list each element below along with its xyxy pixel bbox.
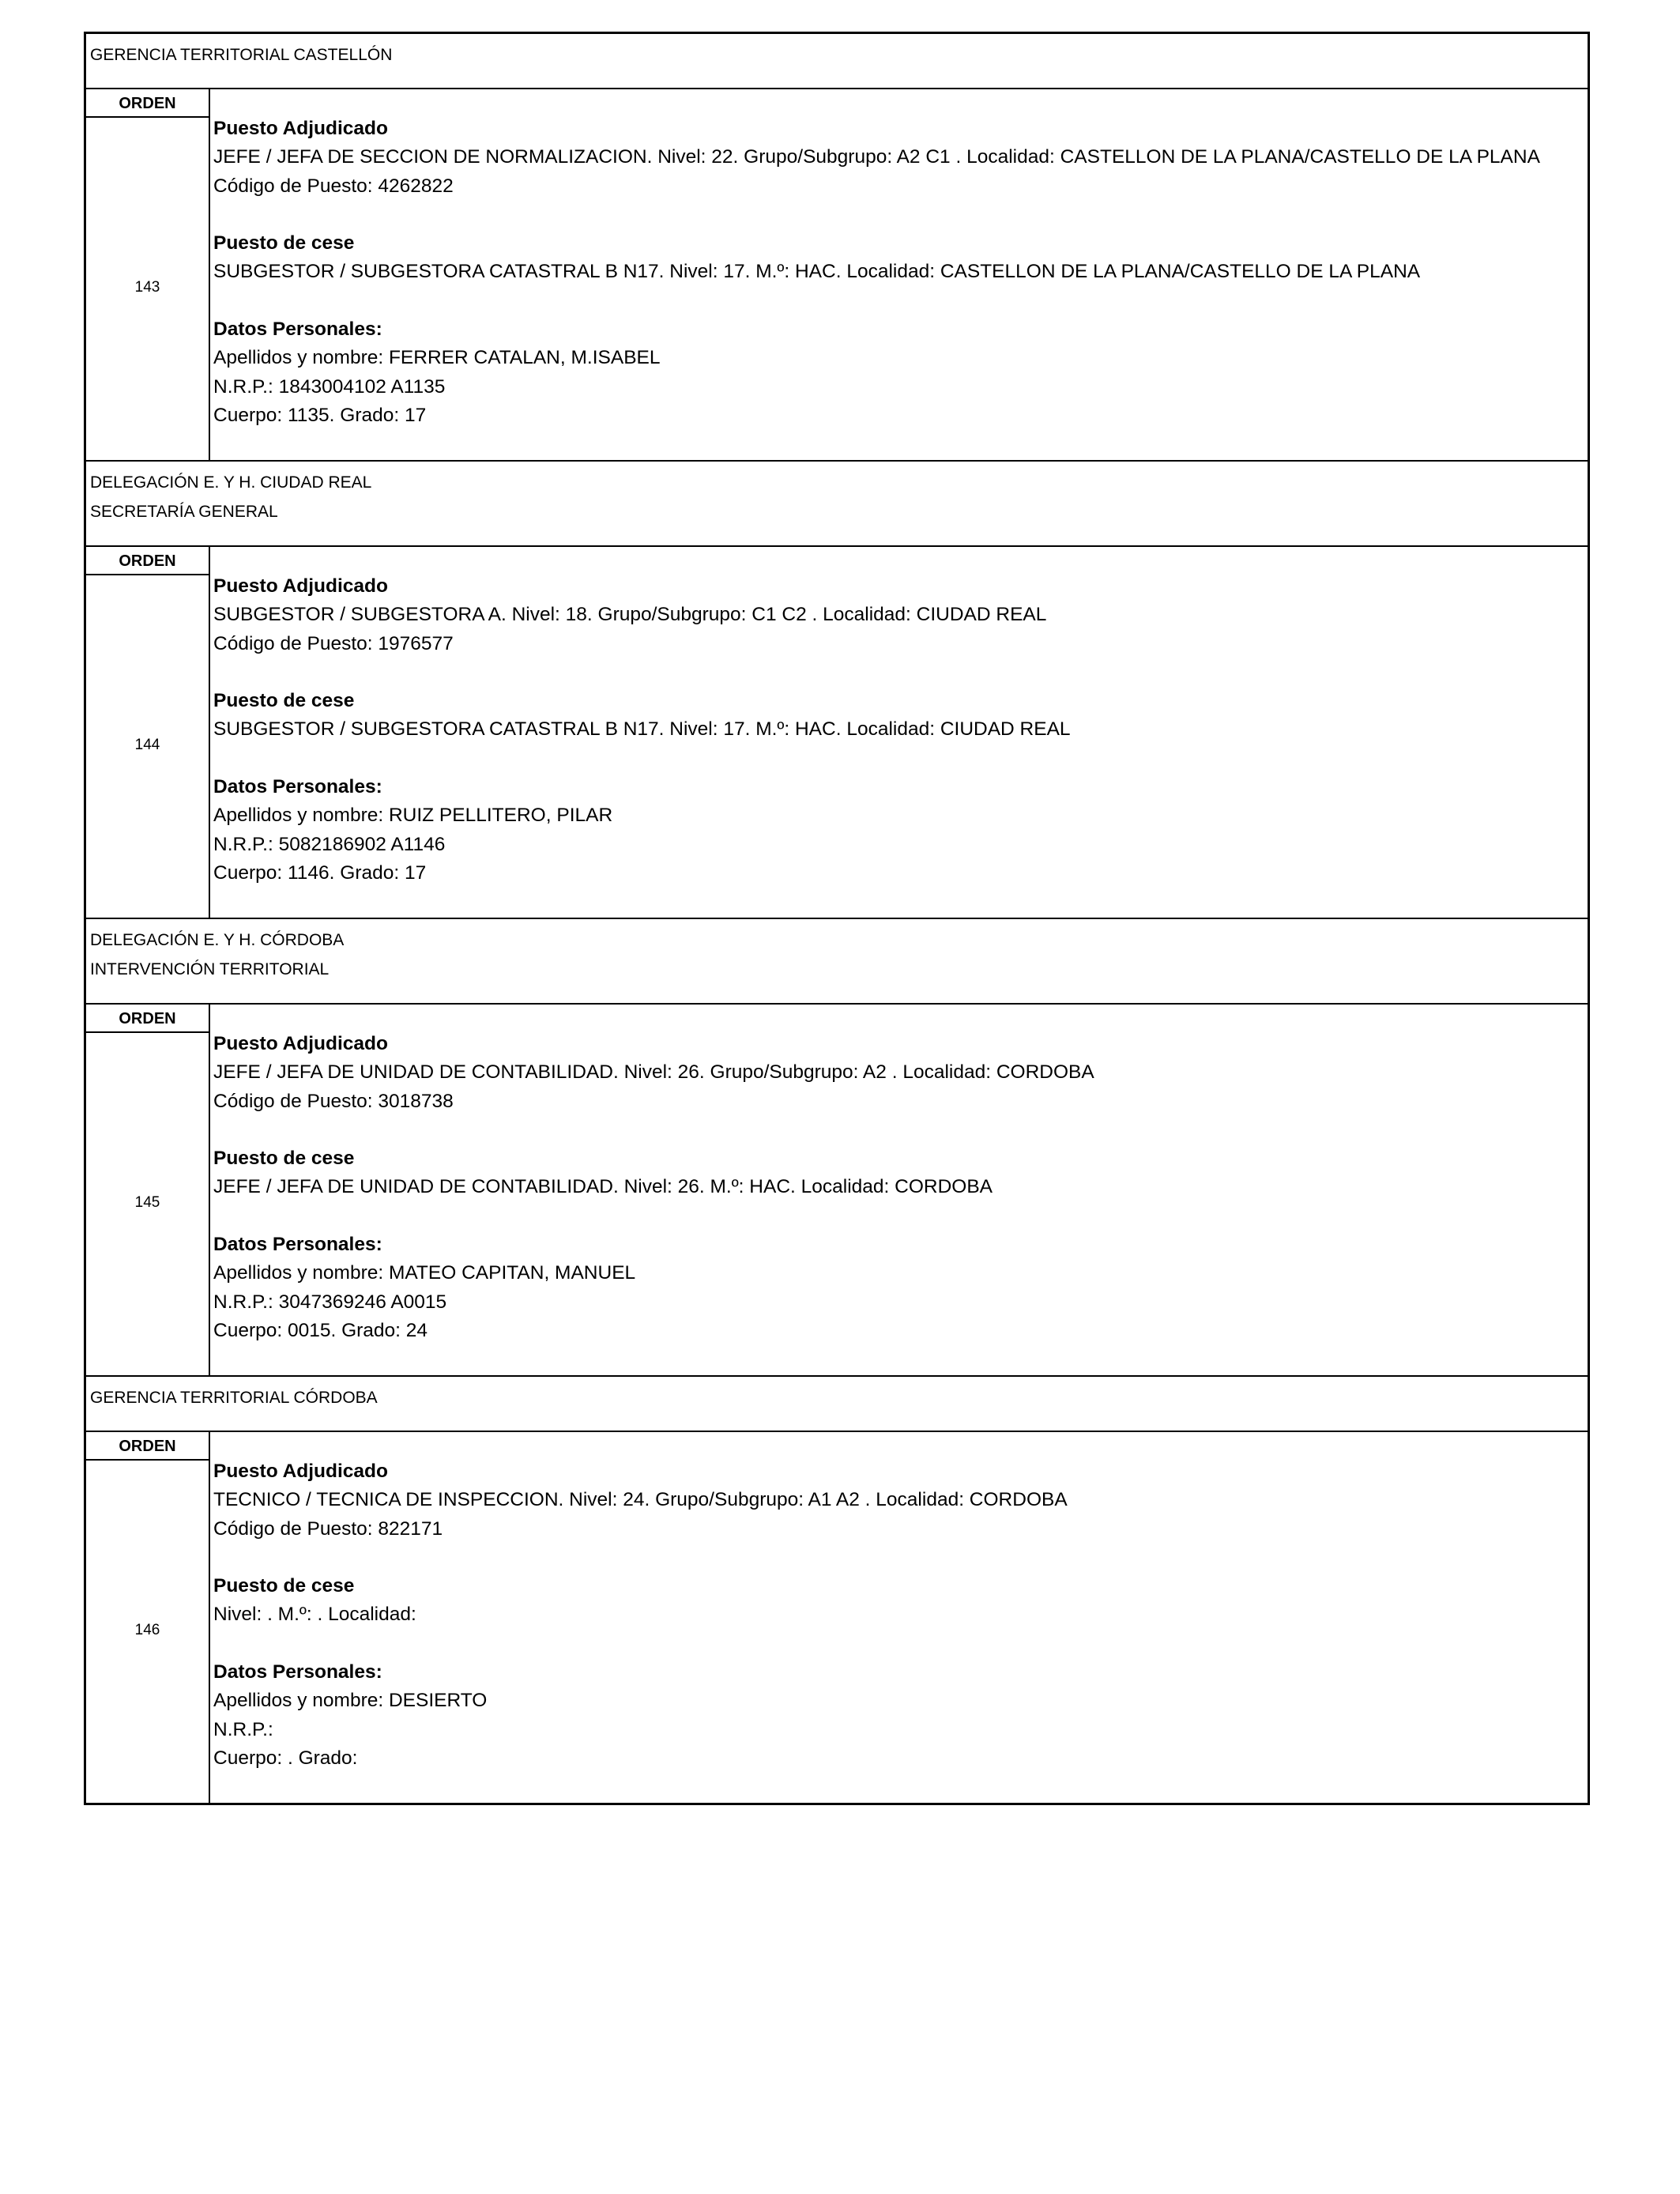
cese-description: Nivel: . M.º: . Localidad:	[213, 1604, 416, 1626]
section-header-line: GERENCIA TERRITORIAL CASTELLÓN	[90, 46, 393, 64]
orden-label: ORDEN	[86, 89, 209, 118]
codigo-puesto: Código de Puesto: 3018738	[213, 1090, 454, 1112]
apellidos-nombre: Apellidos y nombre: RUIZ PELLITERO, PILAR	[213, 805, 613, 827]
section-header	[86, 1377, 1588, 1432]
adjudicado-description: JEFE / JEFA DE UNIDAD DE CONTABILIDAD. Nivel: 26. Grupo/Subgrupo: A2 . Localidad: CORDOBA	[213, 1061, 1094, 1084]
cuerpo-grado: Cuerpo: 1135. Grado: 17	[213, 404, 427, 426]
adjudicado-title: Puesto Adjudicado	[213, 575, 388, 597]
orden-number: 143	[134, 279, 160, 296]
entry-row	[86, 1005, 1588, 1377]
entry-details	[210, 89, 1588, 460]
datos-title: Datos Personales:	[213, 776, 382, 798]
orden-label: ORDEN	[86, 547, 209, 575]
spacer	[213, 658, 1588, 687]
orden-column	[86, 89, 210, 460]
assignments-table	[84, 32, 1590, 1805]
section-header-line: INTERVENCIÓN TERRITORIAL	[90, 960, 330, 978]
nrp: N.R.P.: 3047369246 A0015	[213, 1291, 447, 1313]
adjudicado-description: JEFE / JEFA DE SECCION DE NORMALIZACION. Nivel: 22. Grupo/Subgrupo: A2 C1 . Localidad: CASTELLON DE LA PLANA/CASTELLO DE LA PLANA	[213, 146, 1540, 168]
entry-details	[210, 1005, 1588, 1375]
apellidos-nombre: Apellidos y nombre: MATEO CAPITAN, MANUEL	[213, 1262, 636, 1284]
cese-title: Puesto de cese	[213, 690, 355, 712]
spacer	[213, 201, 1588, 229]
datos-title: Datos Personales:	[213, 1661, 382, 1683]
apellidos-nombre: Apellidos y nombre: FERRER CATALAN, M.ISABEL	[213, 347, 661, 369]
apellidos-nombre: Apellidos y nombre: DESIERTO	[213, 1690, 488, 1712]
section-header-line: GERENCIA TERRITORIAL CÓRDOBA	[90, 1389, 378, 1407]
orden-label: ORDEN	[86, 1005, 209, 1033]
spacer	[213, 1630, 1588, 1658]
nrp: N.R.P.: 1843004102 A1135	[213, 375, 446, 398]
entry-details	[210, 547, 1588, 918]
cese-description: JEFE / JEFA DE UNIDAD DE CONTABILIDAD. Nivel: 26. M.º: HAC. Localidad: CORDOBA	[213, 1176, 993, 1198]
nrp: N.R.P.: 5082186902 A1146	[213, 833, 446, 855]
section-header	[86, 919, 1588, 1005]
orden-number: 145	[134, 1194, 160, 1211]
adjudicado-description: TECNICO / TECNICA DE INSPECCION. Nivel: 24. Grupo/Subgrupo: A1 A2 . Localidad: CORDOBA	[213, 1489, 1068, 1511]
orden-column	[86, 1005, 210, 1375]
cese-description: SUBGESTOR / SUBGESTORA CATASTRAL B N17. Nivel: 17. M.º: HAC. Localidad: CASTELLON DE LA PLANA/CASTELLO DE LA PLANA	[213, 261, 1421, 283]
cese-description: SUBGESTOR / SUBGESTORA CATASTRAL B N17. Nivel: 17. M.º: HAC. Localidad: CIUDAD REAL	[213, 718, 1071, 741]
section-header-line: DELEGACIÓN E. Y H. CÓRDOBA	[90, 931, 345, 949]
entry-row	[86, 547, 1588, 919]
cese-title: Puesto de cese	[213, 1148, 355, 1170]
spacer	[213, 1116, 1588, 1144]
codigo-puesto: Código de Puesto: 1976577	[213, 632, 454, 654]
spacer	[213, 287, 1588, 315]
orden-number: 146	[134, 1622, 160, 1638]
adjudicado-title: Puesto Adjudicado	[213, 1033, 388, 1054]
datos-title: Datos Personales:	[213, 1234, 382, 1256]
section-header-line: DELEGACIÓN E. Y H. CIUDAD REAL	[90, 473, 372, 492]
section-header	[86, 462, 1588, 547]
spacer	[213, 1544, 1588, 1572]
cese-title: Puesto de cese	[213, 232, 355, 254]
entry-row	[86, 1432, 1588, 1803]
entry-details	[210, 1432, 1588, 1803]
adjudicado-title: Puesto Adjudicado	[213, 118, 388, 139]
orden-label: ORDEN	[86, 1432, 209, 1461]
spacer	[213, 1202, 1588, 1231]
orden-column	[86, 547, 210, 918]
entry-row	[86, 89, 1588, 462]
adjudicado-title: Puesto Adjudicado	[213, 1461, 388, 1482]
cuerpo-grado: Cuerpo: 0015. Grado: 24	[213, 1319, 428, 1341]
cuerpo-grado: Cuerpo: . Grado:	[213, 1747, 358, 1769]
cuerpo-grado: Cuerpo: 1146. Grado: 17	[213, 861, 427, 884]
cese-title: Puesto de cese	[213, 1575, 355, 1597]
nrp: N.R.P.:	[213, 1718, 273, 1740]
orden-column	[86, 1432, 210, 1803]
codigo-puesto: Código de Puesto: 4262822	[213, 175, 454, 197]
adjudicado-description: SUBGESTOR / SUBGESTORA A. Nivel: 18. Grupo/Subgrupo: C1 C2 . Localidad: CIUDAD REAL	[213, 604, 1047, 626]
orden-number: 144	[134, 737, 160, 753]
datos-title: Datos Personales:	[213, 319, 382, 341]
section-header-line: SECRETARÍA GENERAL	[90, 503, 278, 521]
codigo-puesto: Código de Puesto: 822171	[213, 1517, 443, 1540]
spacer	[213, 745, 1588, 773]
section-header	[86, 34, 1588, 89]
